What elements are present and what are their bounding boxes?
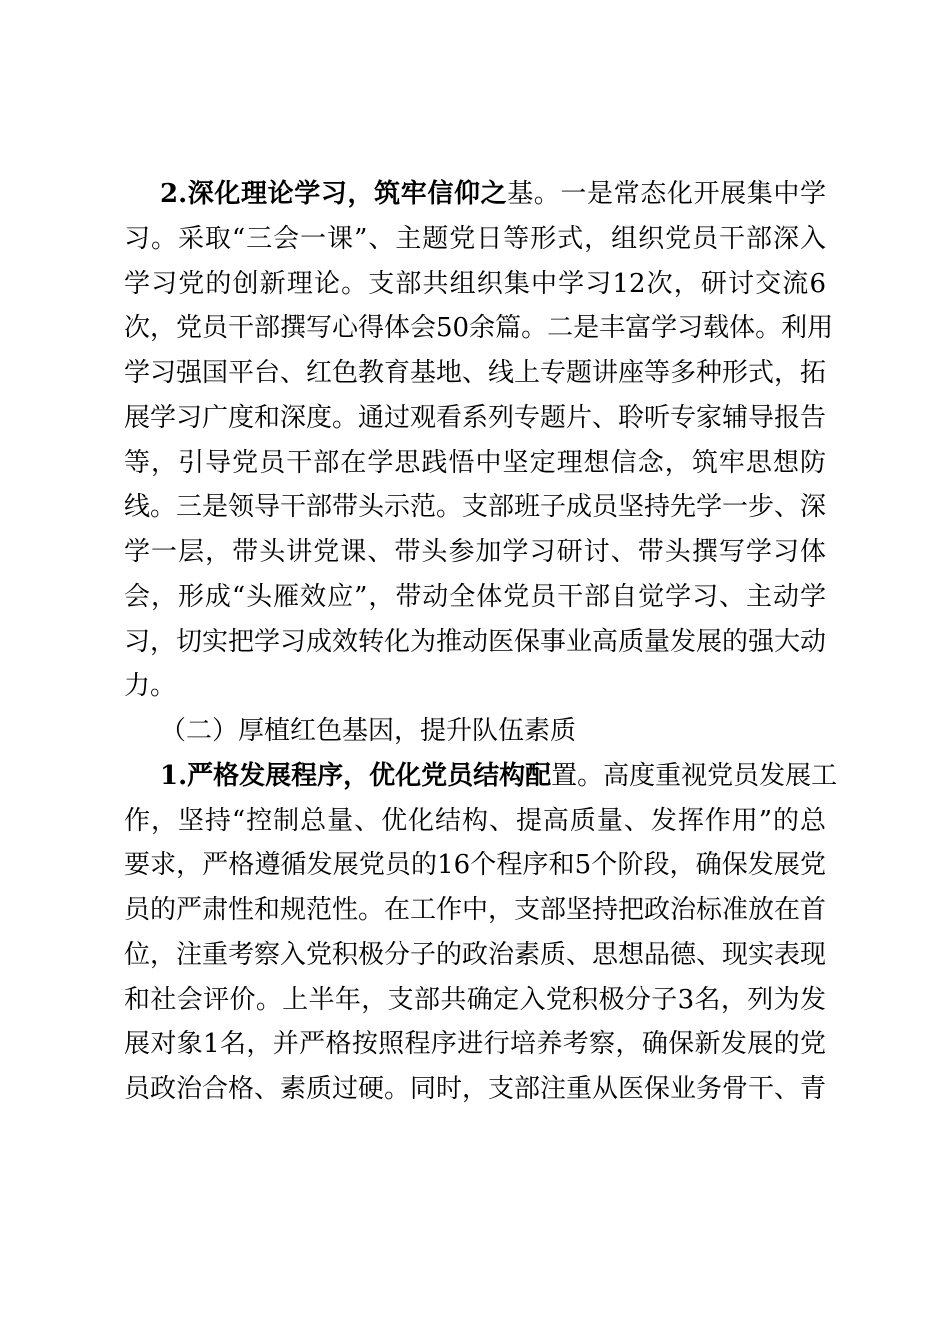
paragraph-heading-bold: 2.深化理论学习，筑牢信仰之 (160, 179, 508, 209)
paragraph-line: 和社会评价。上半年，支部共确定入党积极分子3名，列为发 (124, 984, 826, 1015)
paragraph-heading-bold: 1.严格发展程序，优化党员结构配 (160, 760, 552, 791)
paragraph-line: 次，党员干部撰写心得体会50余篇。二是丰富学习载体。利用 (124, 313, 834, 344)
paragraph-line: 展学习广度和深度。通过观看系列专题片、聆听专家辅导报告 (124, 402, 827, 433)
paragraph-line: 要求，严格遵循发展党员的16个程序和5个阶段，确保发展党 (124, 850, 826, 881)
paragraph-line: 展对象1名，并严格按照程序进行培养考察，确保新发展的党 (124, 1029, 826, 1060)
paragraph-line: 学一层，带头讲党课、带头参加学习研讨、带头撰写学习体 (124, 537, 826, 567)
paragraph-line: 学习党的创新理论。支部共组织集中学习12次，研讨交流6 (124, 268, 826, 299)
document-body (124, 172, 838, 1112)
paragraph-text: 置。高度重视党员发展工 (551, 760, 838, 791)
paragraph-line: 力。 (124, 671, 177, 702)
paragraph-line: 员的严肃性和规范性。在工作中，支部坚持把政治标准放在首 (124, 895, 827, 925)
paragraph-line: 线。三是领导干部带头示范。支部班子成员坚持先学一步、深 (124, 492, 827, 523)
paragraph-line (124, 754, 838, 799)
paragraph-line: 等，引导党员干部在学思践悟中坚定理想信念，筑牢思想防 (124, 447, 826, 478)
paragraph-line: 习。采取“三会一课”、主题党日等形式，组织党员干部深入 (124, 223, 826, 254)
paragraph-line: 作，坚持“控制总量、优化结构、提高质量、发挥作用”的总 (124, 805, 826, 836)
paragraph-line: 位，注重考察入党积极分子的政治素质、思想品德、现实表现 (124, 939, 827, 970)
paragraph-line: 学习强国平台、红色教育基地、线上专题讲座等多种形式，拓 (124, 358, 827, 388)
paragraph-line (124, 172, 826, 217)
paragraph-text: 基。一是常态化开展集中学 (507, 179, 826, 209)
paragraph-line: 习，切实把学习成效转化为推动医保事业高质量发展的强大动 (124, 626, 827, 657)
paragraph-line: 会，形成“头雁效应”，带动全体党员干部自觉学习、主动学 (124, 581, 826, 612)
section-heading: （二）厚植红色基因，提升队伍素质 (160, 716, 577, 746)
paragraph-line: 员政治合格、素质过硬。同时，支部注重从医保业务骨干、青 (124, 1074, 827, 1104)
